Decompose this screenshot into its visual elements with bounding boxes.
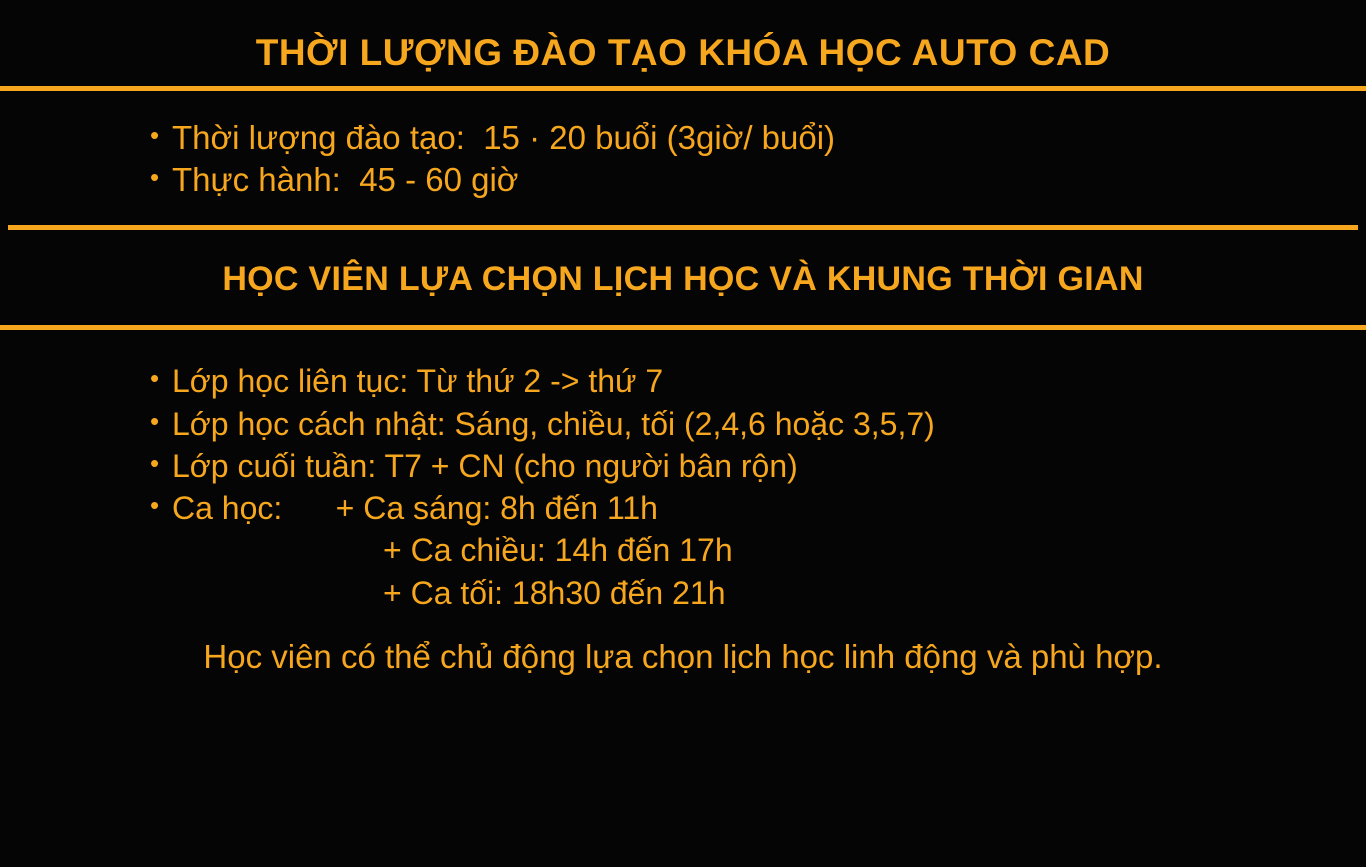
bullet-dot-icon: •: [150, 405, 160, 436]
bullet-dot-icon: •: [150, 162, 160, 193]
section-1-title: THỜI LƯỢNG ĐÀO TẠO KHÓA HỌC AUTO CAD: [255, 32, 1111, 73]
list-item: [0, 403, 1366, 445]
bullet-dot-icon: •: [150, 120, 160, 150]
sub-list-item: + Ca tối: 18h30 đến 21h: [383, 574, 726, 611]
list-item-text: Lớp cuối tuần: T7 + CN (cho người bân rộn): [172, 447, 798, 484]
footer-note: Học viên có thể chủ động lựa chọn lịch học linh động và phù hợp.: [203, 637, 1163, 675]
bullet-dot-icon: •: [150, 490, 160, 521]
list-item: [0, 487, 1366, 529]
list-item-text: Lớp học cách nhật: Sáng, chiều, tối (2,4,6 hoặc 3,5,7): [172, 405, 935, 442]
list-item-text: Thực hành: 45 - 60 giờ: [172, 161, 519, 199]
bullet-dot-icon: •: [150, 363, 160, 394]
list-item: [0, 117, 1366, 159]
section-1-bullet-list: [0, 91, 1366, 225]
list-item: [0, 159, 1366, 201]
list-item-text: Ca học: + Ca sáng: 8h đến 11h: [172, 490, 658, 527]
sub-list-item: + Ca chiều: 14h đến 17h: [383, 532, 733, 569]
list-item: [0, 445, 1366, 487]
section-2-title: HỌC VIÊN LỰA CHỌN LỊCH HỌC VÀ KHUNG THỜI GIAN: [222, 260, 1144, 299]
list-item: [0, 360, 1366, 402]
section-2-bullet-list: [0, 330, 1366, 613]
list-item-text: Thời lượng đào tạo: 15 · 20 buổi (3giờ/ buổi): [172, 119, 836, 156]
bullet-dot-icon: •: [150, 447, 160, 478]
list-item-text: Lớp học liên tục: Từ thứ 2 -> thứ 7: [172, 363, 664, 400]
